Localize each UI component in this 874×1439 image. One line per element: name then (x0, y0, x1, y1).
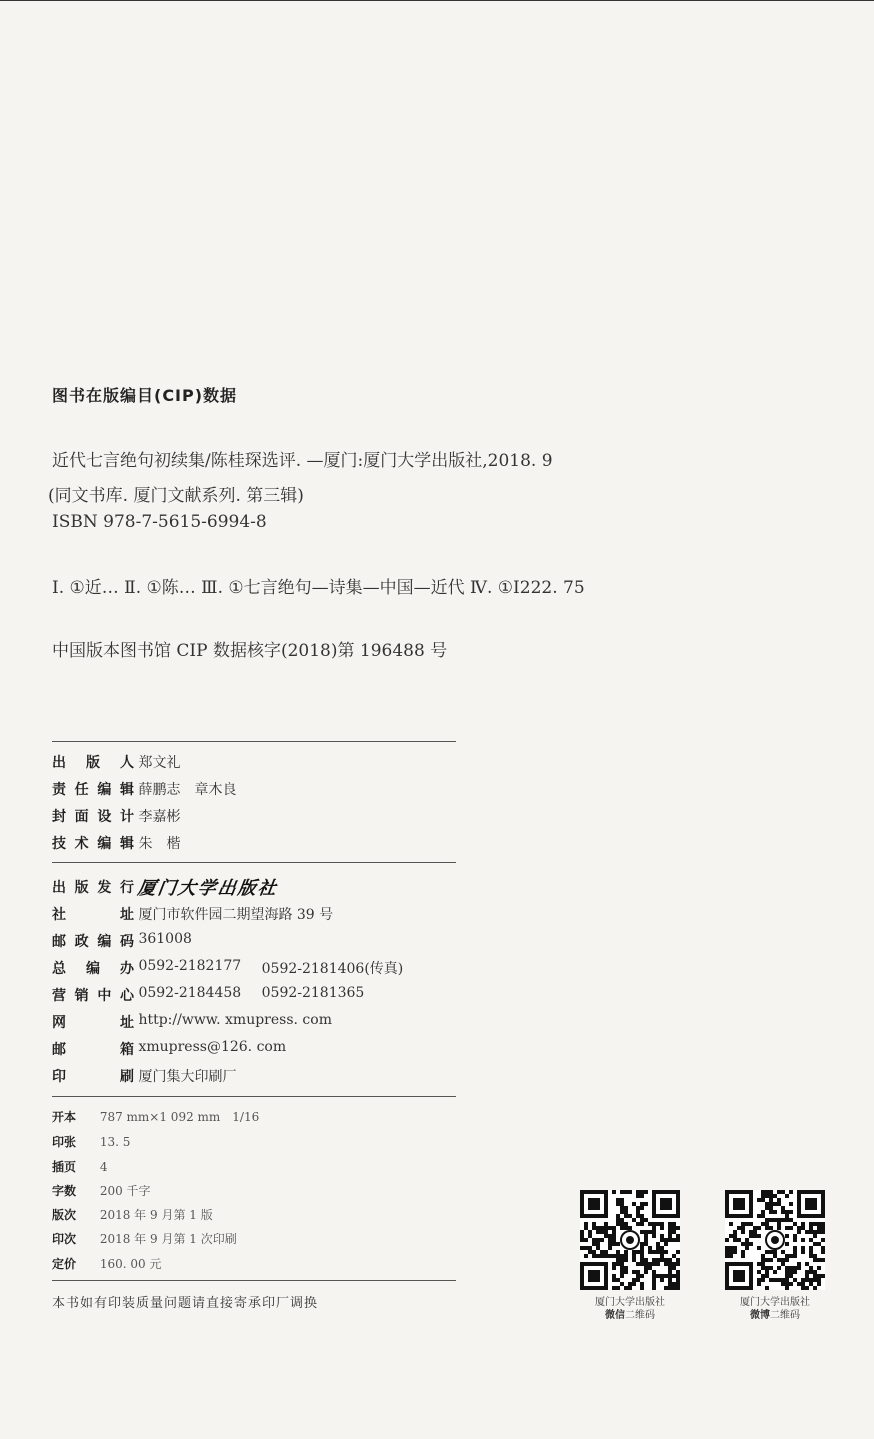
credit-row (52, 752, 180, 772)
credit-label: 封面设计 (52, 809, 134, 825)
publisher-logo: 厦门大学出版社 (136, 878, 280, 899)
spec-label: 印张 (52, 1135, 77, 1149)
spec-label: 字数 (52, 1184, 77, 1198)
cip-record-number: 中国版本图书馆 CIP 数据核字(2018)第 196488 号 (52, 641, 448, 661)
address-value: 厦门市软件园二期望海路 39 号 (138, 907, 334, 923)
credit-value: 郑文礼 (138, 755, 181, 771)
info-label: 印刷 (52, 1069, 134, 1085)
spec-label: 版次 (52, 1208, 77, 1222)
wechat-qr-code-icon[interactable] (580, 1190, 680, 1290)
publisher-info-row (52, 985, 364, 1005)
cip-series-line: (同文书库. 厦门文献系列. 第三辑) (48, 486, 304, 506)
credit-value: 李嘉彬 (138, 809, 181, 825)
spec-value: 4 (99, 1160, 108, 1174)
publisher-row (52, 877, 278, 897)
spec-value: 2018 年 9 月第 1 版 (99, 1208, 213, 1222)
credit-label: 责任编辑 (52, 782, 134, 798)
fax-value: 0592-2181406(传真) (261, 961, 404, 977)
qr-caption-suffix: 二维码 (770, 1310, 800, 1321)
spec-label: 定价 (52, 1257, 77, 1271)
info-label: 社址 (52, 907, 134, 923)
spec-value: 200 千字 (99, 1184, 151, 1198)
publisher-info-row (52, 904, 333, 924)
cip-isbn: ISBN 978-7-5615-6994-8 (52, 512, 267, 532)
print-quality-notice: 本书如有印装质量问题请直接寄承印厂调换 (52, 1296, 319, 1311)
info-label: 营销中心 (52, 988, 134, 1004)
printer-value: 厦门集大印刷厂 (138, 1069, 237, 1085)
credit-row (52, 806, 180, 826)
info-label: 总编办 (52, 961, 134, 977)
spec-row (52, 1255, 161, 1272)
spec-row (52, 1108, 259, 1125)
spec-row (52, 1133, 130, 1150)
qr-caption-publisher: 厦门大学出版社 (595, 1297, 665, 1308)
qr-caption (575, 1296, 685, 1322)
qr-caption-suffix: 二维码 (625, 1310, 655, 1321)
website-link[interactable]: http://www. xmupress. com (138, 1012, 332, 1028)
price-value: 160. 00 元 (99, 1257, 162, 1271)
info-label: 邮政编码 (52, 934, 134, 950)
spec-label: 插页 (52, 1160, 77, 1174)
publisher-info-row (52, 931, 192, 951)
email-link[interactable]: xmupress@126. com (138, 1039, 287, 1055)
phone-value: 0592-2184458 (138, 985, 242, 1001)
publisher-info-row (52, 1012, 332, 1032)
info-label: 网址 (52, 1015, 134, 1031)
spec-value: 787 mm×1 092 mm 1/16 (99, 1110, 260, 1124)
qr-caption-platform: 微博 (750, 1310, 770, 1321)
spec-row (52, 1158, 107, 1175)
weibo-qr-code-icon[interactable] (725, 1190, 825, 1290)
spec-row (52, 1182, 151, 1199)
spec-row (52, 1230, 237, 1247)
weibo-qr-block (720, 1190, 830, 1322)
qr-caption-platform: 微信 (605, 1310, 625, 1321)
credit-label: 技术编辑 (52, 836, 134, 852)
spec-label: 开本 (52, 1110, 77, 1124)
spec-row (52, 1206, 213, 1223)
spec-value: 2018 年 9 月第 1 次印刷 (99, 1232, 237, 1246)
publisher-label: 出版发行 (52, 880, 134, 896)
divider (52, 1280, 456, 1281)
phone-value: 0592-2182177 (138, 958, 242, 974)
spec-label: 印次 (52, 1232, 77, 1246)
publisher-info-row (52, 958, 403, 978)
cip-classification: Ⅰ. ①近… Ⅱ. ①陈… Ⅲ. ①七言绝句—诗集—中国—近代 Ⅳ. ①I222. 75 (52, 578, 585, 598)
credit-label: 出版人 (52, 755, 134, 771)
cip-heading: 图书在版编目(CIP)数据 (52, 386, 238, 405)
spec-value: 13. 5 (99, 1135, 131, 1149)
info-label: 邮箱 (52, 1042, 134, 1058)
postcode-value: 361008 (138, 931, 192, 947)
publisher-info-row (52, 1039, 286, 1059)
wechat-qr-block (575, 1190, 685, 1322)
cip-title-line: 近代七言绝句初续集/陈桂琛选评. —厦门:厦门大学出版社,2018. 9 (52, 451, 553, 471)
phone-value-2: 0592-2181365 (261, 985, 365, 1001)
credit-row (52, 779, 236, 799)
credit-value: 朱 楷 (138, 836, 181, 852)
divider (52, 862, 456, 863)
credit-row (52, 833, 180, 853)
qr-caption-publisher: 厦门大学出版社 (740, 1297, 810, 1308)
divider (52, 1096, 456, 1097)
qr-caption (720, 1296, 830, 1322)
credit-value: 薛鹏志 章木良 (138, 782, 237, 798)
publisher-info-row (52, 1066, 236, 1086)
top-border-line (0, 0, 874, 1)
divider (52, 741, 456, 742)
